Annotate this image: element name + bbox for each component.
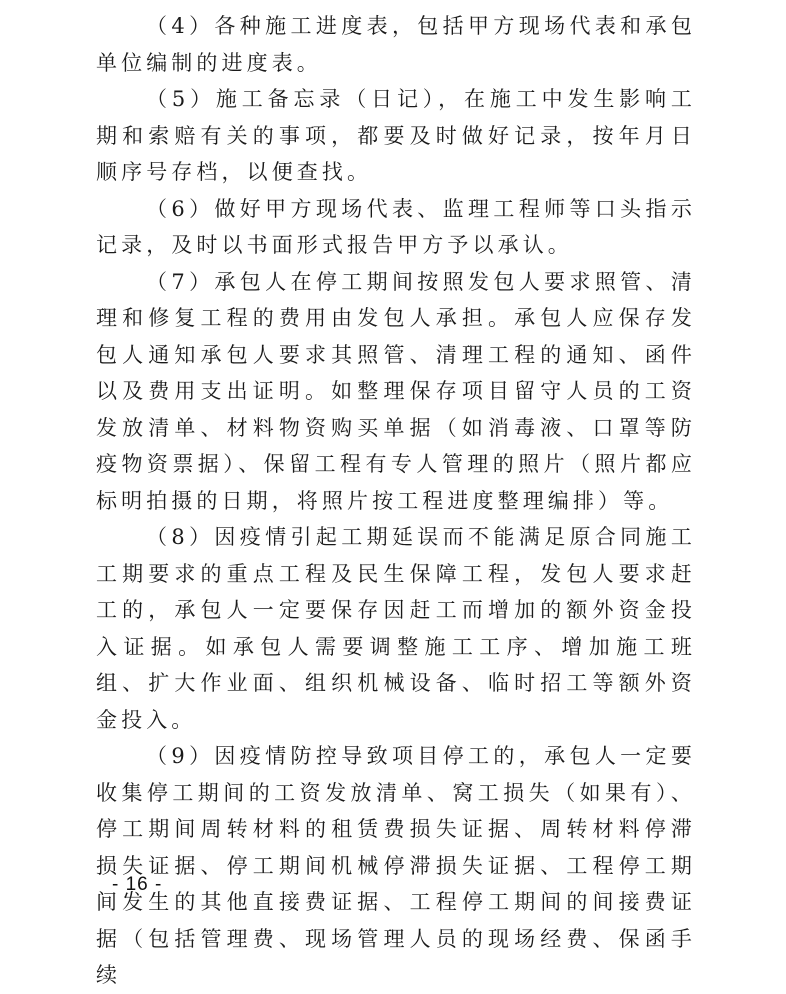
paragraph-item-6: （6）做好甲方现场代表、监理工程师等口头指示记录，及时以书面形式报告甲方予以承认。 [96,196,696,257]
paragraph-item-8: （8）因疫情引起工期延误而不能满足原合同施工工期要求的重点工程及民生保障工程，发包人要求赶工的，承包人一定要保存因赶工而增加的额外资金投入证据。如承包人需要调整施工工序、增加施工班组、扩大作业面、组织机械设备、临时招工等额外资金投入。 [96,525,696,732]
page-number: - 16 - [112,874,163,895]
paragraph-item-9: （9）因疫情防控导致项目停工的，承包人一定要收集停工期间的工资发放清单、窝工损失（如果有）、停工期间周转材料的租赁费损失证据、周转材料停滞损失证据、停工期间机械停滞损失证据、工程停工期间发生的其他直接费证据、工程停工期间的间接费证据（包括管理费、现场管理人员的现场经费、保函手续 [96,744,696,987]
paragraph-item-4: （4）各种施工进度表，包括甲方现场代表和承包单位编制的进度表。 [96,14,696,75]
paragraph-item-5: （5）施工备忘录（日记），在施工中发生影响工期和索赔有关的事项，都要及时做好记录，按年月日顺序号存档，以便查找。 [96,87,696,184]
document-body [96,8,696,994]
paragraph-item-7: （7）承包人在停工期间按照发包人要求照管、清理和修复工程的费用由发包人承担。承包人应保存发包人通知承包人要求其照管、清理工程的通知、函件以及费用支出证明。如整理保存项目留守人员的工资发放清单、材料物资购买单据（如消毒液、口罩等防疫物资票据）、保留工程有专人管理的照片（照片都应标明拍摄的日期，将照片按工程进度整理编排）等。 [96,269,696,513]
